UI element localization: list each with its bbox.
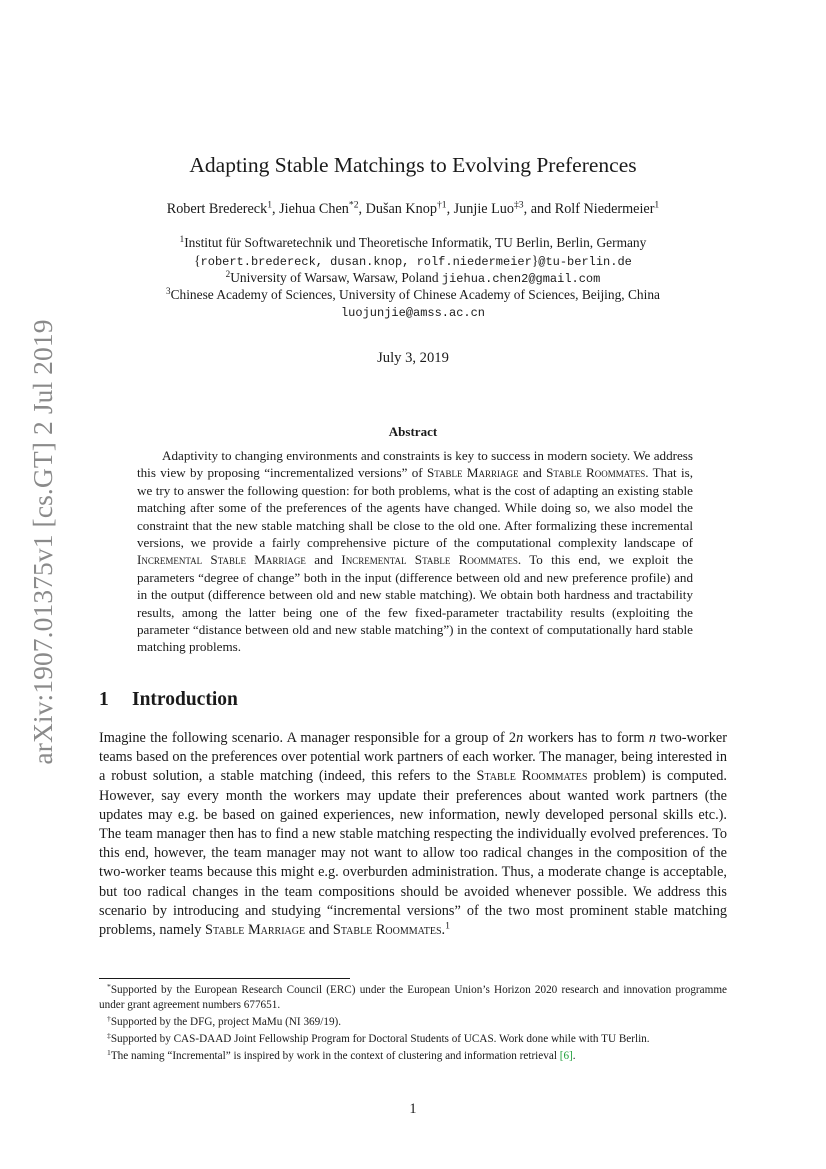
author-name: Dušan Knop xyxy=(365,201,437,217)
author-mark: 1 xyxy=(654,199,660,211)
author-name: Robert Bredereck xyxy=(166,201,268,217)
footnote-divider xyxy=(99,978,350,979)
introduction-paragraph: Imagine the following scenario. A manager responsible for a group of 2n workers has to form n two-worker teams based on the preferences over potential work partners of each worker. The manager, being interested in a robust solution, a stable matching (indeed, this refers to the Stable Roommates problem) is computed. However, say every month the workers may update their preferences about wanted work partners (the updates may e.g. be based on gained experiences, new information, newly developed personal skills etc.). The team manager then has to find a new stable matching respecting the individually evolved preferences. To this end, however, the team manager may not want to allow too radical changes in the composition of the two-worker teams because this might e.g. overburden administration. Thus, a moderate change is acceptable, but too radical changes in the team compositions should be avoided whenever possible. We address this scenario by introducing and studying “incremental versions” of the two most prominent stable matching problems, namely Stable Marriage and Stable Roommates.$^1$ xyxy=(99,730,727,939)
author-name: Rolf Niedermeier xyxy=(554,201,655,217)
author-mark: †1 xyxy=(436,199,447,211)
footnote: †Supported by the DFG, project MaMu (NI 369/19). xyxy=(107,1013,342,1028)
author-name: Jiehua Chen xyxy=(279,201,349,217)
author-mark: ‡3 xyxy=(513,199,524,211)
arxiv-sidebar-stamp xyxy=(19,319,67,765)
email-address: jiehua.chen2@gmail.com xyxy=(441,272,601,286)
affiliation-3: $^3$Chinese Academy of Sciences, University of Chinese Academy of Sciences, Beijing, China xyxy=(166,286,660,302)
footnote: $^1$The naming “Incremental” is inspired by work in the context of clustering and information retrieval [6]. xyxy=(107,1047,576,1062)
page-number: 1 xyxy=(409,1101,417,1117)
author-name: Junjie Luo xyxy=(453,201,514,217)
affiliation-1-emails: {robert.bredereck, dusan.knop, rolf.niedermeier}@tu-berlin.de xyxy=(194,253,632,269)
author-mark: 1 xyxy=(267,199,273,211)
section-title: Introduction xyxy=(132,689,238,710)
abstract-heading: Abstract xyxy=(388,424,438,439)
citation-link[interactable]: [6] xyxy=(559,1050,573,1062)
email-address: luojunjie@amss.ac.cn xyxy=(340,306,486,320)
section-heading xyxy=(99,689,238,711)
abstract-body: Adaptivity to changing environments and constraints is key to success in modern society. We address this view by proposing “incrementalized versions” of Stable Marriage and Stable Roommates. That is, we try to answer the following question: for both problems, what is the cost of adapting an existing stable matching after some of the preferences of the agents have changed. While doing so, we also model the constraint that the new stable matching shall be close to the old one. After formalizing these incremental versions, we provide a fairly comprehensive picture of the computational complexity landscape of Incremental Stable Marriage and Incremental Stable Roommates. To this end, we exploit the parameters “degree of change” both in the input (difference between old and new preference profile) and in the output (difference between old and new stable matching). We obtain both hardness and tractability results, among the latter being one of the few fixed-parameter tractability results (exploiting the parameter “distance between old and new stable matching”) in the context of computationally hard stable matching problems. xyxy=(137,448,694,655)
footnote-ref[interactable]: 1 xyxy=(445,920,450,932)
footnote: ‡Supported by CAS-DAAD Joint Fellowship Program for Doctoral Students of UCAS. Work done while with TU Berlin. xyxy=(107,1030,650,1045)
author-list: Robert Bredereck$^1$, Jiehua Chen$^{*2}$, Dušan Knop$^{\dagger 1}$, Junjie Luo$^{\ddagger 3}$, and Rolf Niedermeier$^1$ xyxy=(166,199,660,217)
paper-date: July 3, 2019 xyxy=(377,350,449,366)
paper-title: Adapting Stable Matchings to Evolving Preferences xyxy=(189,153,637,177)
affiliation-2: $^2$University of Warsaw, Warsaw, Poland jiehua.chen2@gmail.com xyxy=(225,269,601,286)
affiliation-3-email xyxy=(0,303,826,323)
footnotes xyxy=(99,983,727,1066)
footnote: *Supported by the European Research Council (ERC) under the European Union’s Horizon 2020 research and innovation programme under grant agreement numbers 677651. xyxy=(99,981,727,1011)
affiliation-1: $^1$Institut für Softwaretechnik und Theoretische Informatik, TU Berlin, Berlin, Germany xyxy=(179,234,647,250)
arxiv-identifier: arXiv:1907.01375v1 [cs.GT] 2 Jul 2019 xyxy=(27,319,58,765)
section-number: 1 xyxy=(99,689,109,710)
author-mark: *2 xyxy=(348,199,359,211)
email-address: robert.bredereck, dusan.knop, rolf.niedermeier xyxy=(200,255,532,269)
